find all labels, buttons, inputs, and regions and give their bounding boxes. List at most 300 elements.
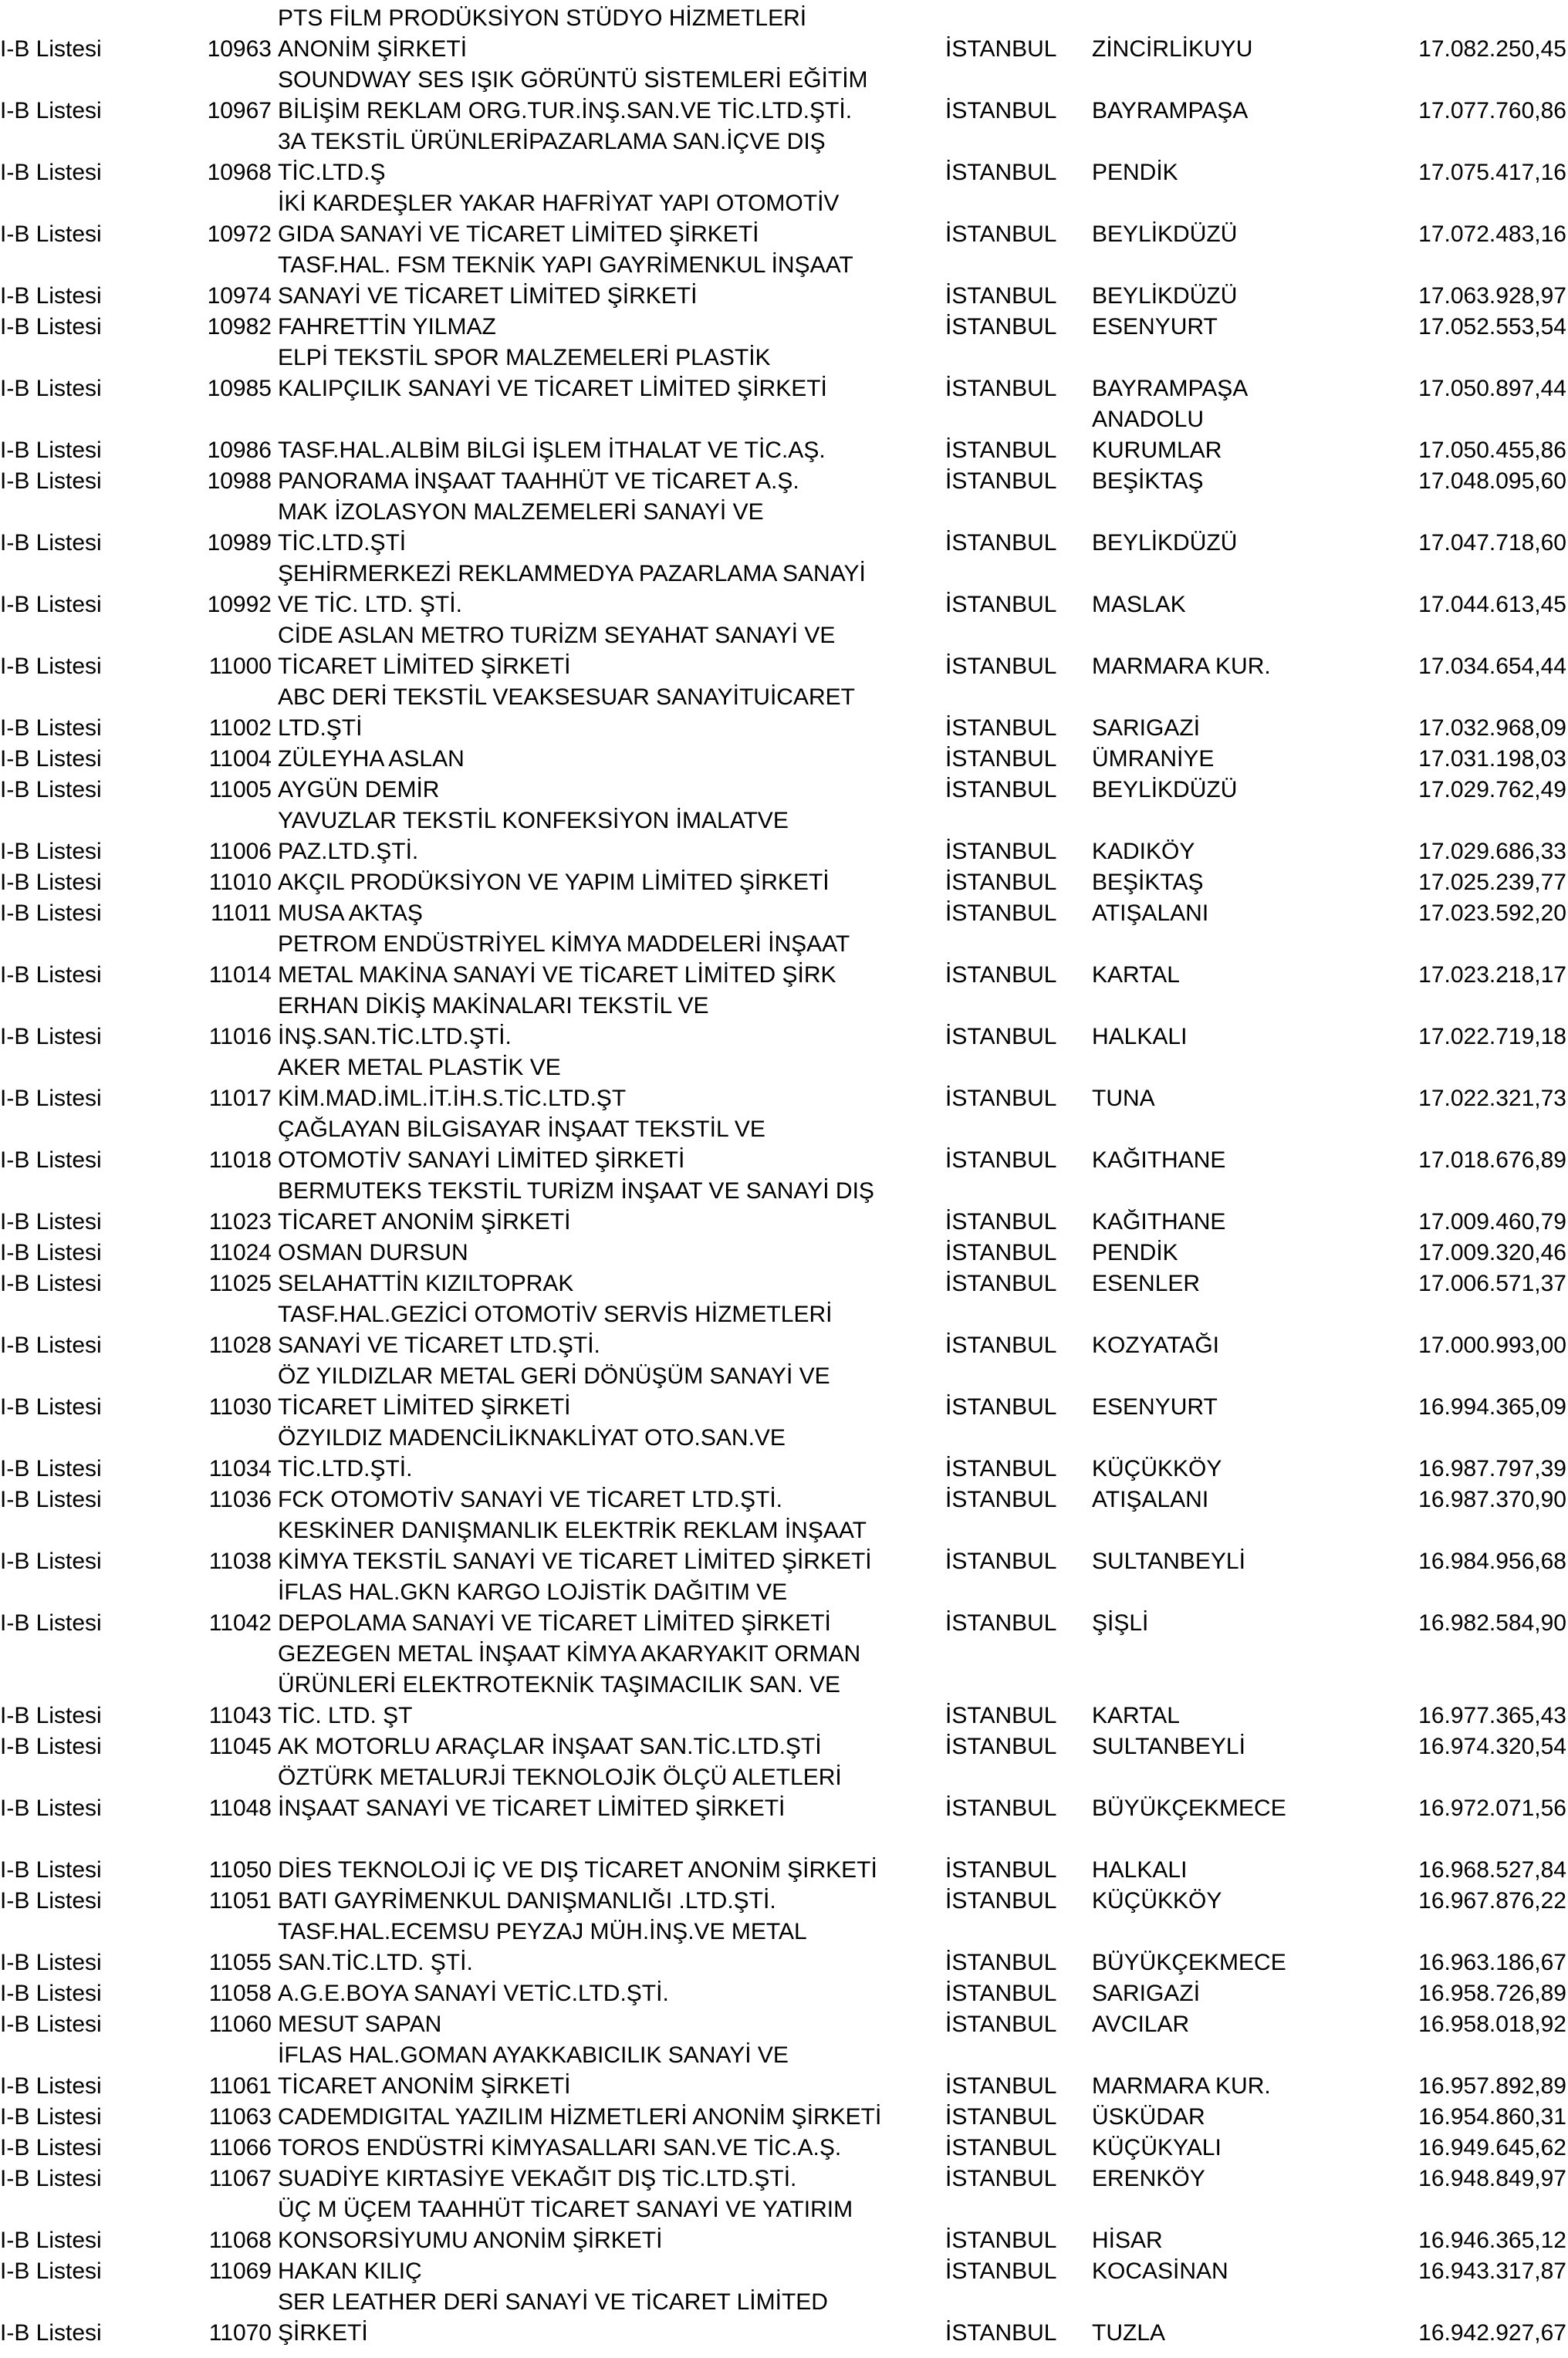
list-name-cell: I-B Listesi	[0, 468, 102, 494]
city-cell: İSTANBUL	[945, 437, 1057, 463]
company-name-cell	[278, 1176, 874, 1238]
district-line: BAYRAMPAŞA	[1092, 98, 1249, 123]
district-line: ESENLER	[1092, 1271, 1201, 1296]
city-cell: İSTANBUL	[945, 1394, 1057, 1420]
company-name-cell	[278, 744, 465, 775]
list-name-cell: I-B Listesi	[0, 1796, 102, 1821]
amount-cell: 17.052.553,54	[1418, 314, 1566, 340]
list-name-cell: I-B Listesi	[0, 1549, 102, 1574]
list-name-cell: I-B Listesi	[0, 870, 102, 895]
district-line: ATIŞALANI	[1092, 900, 1209, 926]
company-name-line: GIDA SANAYİ VE TİCARET LİMİTED ŞİRKETİ	[278, 221, 759, 247]
company-name-cell	[278, 1978, 669, 2009]
list-name-cell: I-B Listesi	[0, 1333, 102, 1358]
company-name-cell	[278, 1423, 786, 1485]
city-cell: İSTANBUL	[945, 1734, 1057, 1759]
amount-cell: 16.946.365,12	[1418, 2228, 1566, 2253]
table-row	[0, 343, 1568, 404]
list-name-cell: I-B Listesi	[0, 2228, 102, 2253]
list-name-cell: I-B Listesi	[0, 2135, 102, 2160]
company-name-cell	[278, 2009, 441, 2040]
company-name-line: ÖZTÜRK METALURJİ TEKNOLOJİK ÖLÇÜ ALETLERİ	[278, 1765, 842, 1790]
company-name-line: PAZ.LTD.ŞTİ.	[278, 839, 419, 864]
list-name-cell: I-B Listesi	[0, 283, 102, 309]
district-line: SULTANBEYLİ	[1092, 1549, 1245, 1574]
city-cell: İSTANBUL	[945, 1487, 1057, 1512]
table-row	[0, 806, 1568, 867]
row-number-cell: 11066	[208, 2135, 272, 2160]
district-cell	[1092, 312, 1218, 343]
district-line: KAĞITHANE	[1092, 1147, 1226, 1173]
amount-cell: 17.047.718,60	[1418, 530, 1566, 556]
row-number-cell: 11045	[208, 1734, 272, 1759]
district-cell	[1092, 2256, 1228, 2287]
table-row	[0, 312, 1568, 343]
district-line: MASLAK	[1092, 592, 1186, 617]
city-cell: İSTANBUL	[945, 2073, 1057, 2099]
list-name-cell: I-B Listesi	[0, 1487, 102, 1512]
district-cell	[1092, 96, 1248, 127]
company-name-line: SELAHATTİN KIZILTOPRAK	[278, 1271, 574, 1296]
row-number-cell: 10985	[207, 376, 272, 401]
city-cell: İSTANBUL	[945, 1271, 1057, 1296]
district-line: ÜMRANİYE	[1092, 746, 1215, 772]
list-name-cell: I-B Listesi	[0, 1024, 102, 1049]
amount-cell: 17.009.320,46	[1418, 1240, 1566, 1265]
company-name-cell	[278, 1762, 842, 1824]
amount-cell: 17.000.993,00	[1418, 1333, 1566, 1358]
row-number-cell: 10986	[207, 437, 272, 463]
district-cell	[1092, 281, 1237, 312]
list-name-cell: I-B Listesi	[0, 1888, 102, 1914]
company-name-line: ŞİRKETİ	[278, 2320, 368, 2346]
list-name-cell: I-B Listesi	[0, 1456, 102, 1481]
company-name-line: SOUNDWAY SES IŞIK GÖRÜNTÜ SİSTEMLERİ EĞİTİM	[278, 67, 868, 93]
district-cell	[1092, 1392, 1218, 1423]
district-line: BEYLİKDÜZÜ	[1092, 283, 1238, 309]
row-number-cell: 10974	[207, 283, 272, 309]
city-cell: İSTANBUL	[945, 98, 1057, 123]
company-name-cell	[278, 65, 868, 127]
table-row	[0, 1114, 1568, 1176]
district-line: PENDİK	[1092, 160, 1178, 185]
district-cell	[1092, 1022, 1187, 1052]
company-name-line: SER LEATHER DERİ SANAYİ VE TİCARET LİMİTED	[278, 2289, 828, 2315]
amount-cell: 17.072.483,16	[1418, 221, 1566, 247]
row-number-cell: 11006	[208, 839, 272, 864]
city-cell: İSTANBUL	[945, 2135, 1057, 2160]
list-name-cell: I-B Listesi	[0, 2073, 102, 2099]
amount-cell: 17.077.760,86	[1418, 98, 1566, 123]
row-number-cell: 11060	[208, 2012, 272, 2037]
district-line: KOCASİNAN	[1092, 2258, 1228, 2284]
city-cell: İSTANBUL	[945, 1024, 1057, 1049]
amount-cell: 16.949.645,62	[1418, 2135, 1566, 2160]
table-row	[0, 1299, 1568, 1361]
table-row	[0, 2133, 1568, 2164]
city-cell: İSTANBUL	[945, 962, 1057, 988]
row-number-cell: 11067	[208, 2166, 272, 2191]
company-name-line: LTD.ŞTİ	[278, 715, 363, 741]
company-name-cell	[278, 1577, 831, 1639]
list-name-cell: I-B Listesi	[0, 221, 102, 247]
row-number-cell: 11043	[208, 1703, 272, 1728]
district-cell	[1092, 219, 1237, 250]
row-number-cell: 11055	[208, 1950, 272, 1975]
company-name-cell	[278, 435, 826, 466]
district-cell	[1092, 2133, 1222, 2164]
amount-cell: 16.977.365,43	[1418, 1703, 1566, 1728]
company-name-line: TASF.HAL.GEZİCİ OTOMOTİV SERVİS HİZMETLERİ	[278, 1302, 833, 1327]
company-name-line: ZÜLEYHA ASLAN	[278, 746, 465, 772]
company-name-cell	[278, 312, 496, 343]
table-row	[0, 2287, 1568, 2349]
city-cell: İSTANBUL	[945, 1981, 1057, 2006]
company-name-line: YAVUZLAR TEKSTİL KONFEKSİYON İMALATVE	[278, 808, 789, 833]
company-name-line: ELPİ TEKSTİL SPOR MALZEMELERİ PLASTİK	[278, 345, 771, 370]
company-name-line: AKER METAL PLASTİK VE	[278, 1055, 561, 1080]
company-name-line: FAHRETTİN YILMAZ	[278, 314, 496, 340]
company-name-line	[278, 1824, 877, 1855]
list-name-cell: I-B Listesi	[0, 900, 102, 926]
company-name-line: TOROS ENDÜSTRİ KİMYASALLARI SAN.VE TİC.A.Ş.	[278, 2135, 842, 2160]
district-line: KADIKÖY	[1092, 839, 1195, 864]
district-line: ESENYURT	[1092, 1394, 1218, 1420]
city-cell: İSTANBUL	[945, 900, 1057, 926]
table-row	[0, 2164, 1568, 2194]
table-row	[0, 559, 1568, 620]
table-row	[0, 1762, 1568, 1824]
table-row	[0, 404, 1568, 466]
company-name-cell	[278, 682, 855, 744]
table-row	[0, 1238, 1568, 1269]
district-cell	[1092, 1608, 1148, 1639]
district-cell	[1092, 2164, 1205, 2194]
amount-cell: 16.987.370,90	[1418, 1487, 1566, 1512]
city-cell: İSTANBUL	[945, 2012, 1057, 2037]
row-number-cell: 11000	[208, 654, 272, 679]
amount-cell: 16.963.186,67	[1418, 1950, 1566, 1975]
city-cell: İSTANBUL	[945, 1549, 1057, 1574]
table-row	[0, 1577, 1568, 1639]
company-name-line: KONSORSİYUMU ANONİM ŞİRKETİ	[278, 2228, 663, 2253]
company-name-cell	[278, 2287, 828, 2349]
district-line: KÜÇÜKKÖY	[1092, 1888, 1222, 1914]
row-number-cell: 11004	[208, 746, 272, 772]
table-row	[0, 1269, 1568, 1299]
table-row	[0, 250, 1568, 312]
district-cell	[1092, 2071, 1271, 2102]
city-cell: İSTANBUL	[945, 2228, 1057, 2253]
district-cell	[1092, 1731, 1245, 1762]
company-name-line: TASF.HAL.ALBİM BİLGİ İŞLEM İTHALAT VE TİC.AŞ.	[278, 437, 826, 463]
company-name-line: İNŞAAT SANAYİ VE TİCARET LİMİTED ŞİRKETİ	[278, 1796, 786, 1821]
table-row	[0, 991, 1568, 1052]
district-cell	[1092, 1546, 1245, 1577]
amount-cell: 17.050.897,44	[1418, 376, 1566, 401]
row-number-cell: 11069	[208, 2258, 272, 2284]
amount-cell: 16.968.527,84	[1418, 1857, 1566, 1883]
company-name-line: TİCARET LİMİTED ŞİRKETİ	[278, 1394, 571, 1420]
company-name-line: ÇAĞLAYAN BİLGİSAYAR İNŞAAT TEKSTİL VE	[278, 1117, 765, 1142]
company-name-line: ÖZYILDIZ MADENCİLİKNAKLİYAT OTO.SAN.VE	[278, 1425, 786, 1451]
list-name-cell: I-B Listesi	[0, 1271, 102, 1296]
table-row	[0, 1423, 1568, 1485]
district-cell	[1092, 1207, 1225, 1238]
row-number-cell: 11002	[208, 715, 272, 741]
list-name-cell: I-B Listesi	[0, 2166, 102, 2191]
amount-cell: 17.031.198,03	[1418, 746, 1566, 772]
row-number-cell: 11005	[208, 777, 272, 802]
company-name-cell	[278, 1824, 877, 1886]
row-number-cell: 11034	[208, 1456, 272, 1481]
company-name-cell	[278, 929, 850, 991]
amount-cell: 17.009.460,79	[1418, 1209, 1566, 1235]
table-row	[0, 65, 1568, 127]
company-name-line: SUADİYE KIRTASİYE VEKAĞIT DIŞ TİC.LTD.ŞTİ.	[278, 2166, 797, 2191]
district-cell	[1092, 1948, 1286, 1978]
row-number-cell: 10967	[207, 98, 272, 123]
company-name-cell	[278, 2040, 789, 2102]
city-cell: İSTANBUL	[945, 1857, 1057, 1883]
district-line: KÜÇÜKYALI	[1092, 2135, 1222, 2160]
company-name-cell	[278, 2164, 796, 2194]
district-line: ESENYURT	[1092, 314, 1218, 340]
row-number-cell: 10963	[207, 36, 272, 62]
company-name-cell	[278, 991, 709, 1052]
list-name-cell: I-B Listesi	[0, 1240, 102, 1265]
table-row	[0, 2194, 1568, 2256]
list-name-cell: I-B Listesi	[0, 1394, 102, 1420]
amount-cell: 16.994.365,09	[1418, 1394, 1566, 1420]
city-cell: İSTANBUL	[945, 221, 1057, 247]
district-line: ZİNCİRLİKUYU	[1092, 36, 1253, 62]
company-name-line: İKİ KARDEŞLER YAKAR HAFRİYAT YAPI OTOMOTİV	[278, 191, 840, 216]
district-line: KÜÇÜKKÖY	[1092, 1456, 1222, 1481]
amount-cell: 16.957.892,89	[1418, 2073, 1566, 2099]
company-name-line: AKÇIL PRODÜKSİYON VE YAPIM LİMİTED ŞİRKETİ	[278, 870, 830, 895]
district-cell	[1092, 1701, 1180, 1731]
city-cell: İSTANBUL	[945, 870, 1057, 895]
city-cell: İSTANBUL	[945, 36, 1057, 62]
company-name-cell	[278, 3, 806, 65]
district-line: BEYLİKDÜZÜ	[1092, 530, 1238, 556]
row-number-cell: 10988	[207, 468, 272, 494]
amount-cell: 16.987.797,39	[1418, 1456, 1566, 1481]
row-number-cell: 11038	[208, 1549, 272, 1574]
district-line: BEYLİKDÜZÜ	[1092, 777, 1238, 802]
table-row	[0, 620, 1568, 682]
district-line: TUZLA	[1092, 2320, 1166, 2346]
district-cell	[1092, 1269, 1200, 1299]
district-line: HALKALI	[1092, 1024, 1188, 1049]
district-cell	[1092, 1330, 1219, 1361]
district-cell	[1092, 1793, 1286, 1824]
amount-cell: 17.006.571,37	[1418, 1271, 1566, 1296]
table-row	[0, 188, 1568, 250]
row-number-cell: 11036	[208, 1487, 272, 1512]
table-row	[0, 2102, 1568, 2133]
amount-cell: 17.022.321,73	[1418, 1086, 1566, 1111]
city-cell: İSTANBUL	[945, 1703, 1057, 1728]
company-name-cell	[278, 466, 799, 497]
district-line: KARTAL	[1092, 962, 1180, 988]
list-name-cell: I-B Listesi	[0, 1147, 102, 1173]
amount-cell: 17.075.417,16	[1418, 160, 1566, 185]
city-cell: İSTANBUL	[945, 2166, 1057, 2191]
list-name-cell: I-B Listesi	[0, 2012, 102, 2037]
company-name-line: ŞEHİRMERKEZİ REKLAMMEDYA PAZARLAMA SANAYİ	[278, 561, 866, 586]
list-name-cell: I-B Listesi	[0, 98, 102, 123]
company-name-line: İFLAS HAL.GKN KARGO LOJİSTİK DAĞITIM VE	[278, 1579, 788, 1605]
row-number-cell: 10982	[207, 314, 272, 340]
district-line: BÜYÜKÇEKMECE	[1092, 1796, 1286, 1821]
table-row	[0, 1978, 1568, 2009]
amount-cell: 16.958.018,92	[1418, 2012, 1566, 2037]
company-name-line: TİC.LTD.ŞTİ.	[278, 1456, 413, 1481]
city-cell: İSTANBUL	[945, 2320, 1057, 2346]
list-name-cell: I-B Listesi	[0, 962, 102, 988]
row-number-cell: 11028	[208, 1333, 272, 1358]
table-row	[0, 127, 1568, 188]
district-cell	[1092, 34, 1252, 65]
row-number-cell: 10968	[207, 160, 272, 185]
district-line: KARTAL	[1092, 1703, 1180, 1728]
city-cell: İSTANBUL	[945, 1086, 1057, 1111]
row-number-cell: 10989	[207, 530, 272, 556]
company-name-line: ANONİM ŞİRKETİ	[278, 36, 468, 62]
city-cell: İSTANBUL	[945, 468, 1057, 494]
row-number-cell: 11023	[208, 1209, 272, 1235]
company-name-line: BİLİŞİM REKLAM ORG.TUR.İNŞ.SAN.VE TİC.LTD.ŞTİ.	[278, 98, 853, 123]
company-name-line: SAN.TİC.LTD. ŞTİ.	[278, 1950, 473, 1975]
company-name-line: SANAYİ VE TİCARET LİMİTED ŞİRKETİ	[278, 283, 698, 309]
list-name-cell: I-B Listesi	[0, 746, 102, 772]
company-name-line: TİCARET ANONİM ŞİRKETİ	[278, 1209, 571, 1235]
district-line: TUNA	[1092, 1086, 1155, 1111]
amount-cell: 17.048.095,60	[1418, 468, 1566, 494]
amount-cell: 16.982.584,90	[1418, 1610, 1566, 1636]
company-name-cell	[278, 898, 423, 929]
district-line: SULTANBEYLİ	[1092, 1734, 1245, 1759]
district-cell	[1092, 713, 1200, 744]
amount-cell: 17.050.455,86	[1418, 437, 1566, 463]
company-name-cell	[278, 1886, 776, 1917]
district-line: KAĞITHANE	[1092, 1209, 1226, 1235]
table-row	[0, 1917, 1568, 1978]
company-name-line: AK MOTORLU ARAÇLAR İNŞAAT SAN.TİC.LTD.ŞTİ	[278, 1734, 822, 1759]
amount-cell: 17.034.654,44	[1418, 654, 1566, 679]
row-number-cell: 11025	[208, 1271, 272, 1296]
list-name-cell: I-B Listesi	[0, 2104, 102, 2130]
company-name-cell	[278, 343, 827, 404]
company-name-cell	[278, 1052, 626, 1114]
company-name-cell	[278, 620, 835, 682]
company-name-cell	[278, 1515, 872, 1577]
company-name-cell	[278, 867, 830, 898]
company-name-line: TİCARET ANONİM ŞİRKETİ	[278, 2073, 571, 2099]
district-line: BEŞİKTAŞ	[1092, 870, 1204, 895]
district-line: BÜYÜKÇEKMECE	[1092, 1950, 1286, 1975]
district-line: BAYRAMPAŞA	[1092, 376, 1249, 401]
list-name-cell: I-B Listesi	[0, 2320, 102, 2346]
district-line: ÜSKÜDAR	[1092, 2104, 1205, 2130]
district-cell	[1092, 1238, 1178, 1269]
city-cell: İSTANBUL	[945, 2104, 1057, 2130]
company-name-cell	[278, 1731, 822, 1762]
list-name-cell: I-B Listesi	[0, 1857, 102, 1883]
city-cell: İSTANBUL	[945, 2258, 1057, 2284]
district-cell	[1092, 2225, 1163, 2256]
city-cell: İSTANBUL	[945, 746, 1057, 772]
city-cell: İSTANBUL	[945, 283, 1057, 309]
list-name-cell: I-B Listesi	[0, 1981, 102, 2006]
company-name-line: TASF.HAL.ECEMSU PEYZAJ MÜH.İNŞ.VE METAL	[278, 1919, 807, 1944]
amount-cell: 16.958.726,89	[1418, 1981, 1566, 2006]
district-line: HALKALI	[1092, 1857, 1188, 1883]
company-name-cell	[278, 250, 853, 312]
document-table	[0, 3, 1568, 2349]
city-cell: İSTANBUL	[945, 314, 1057, 340]
company-name-cell	[278, 1238, 468, 1269]
row-number-cell: 11070	[208, 2320, 272, 2346]
table-row	[0, 1052, 1568, 1114]
district-line: BEYLİKDÜZÜ	[1092, 221, 1238, 247]
row-number-cell: 11017	[208, 1086, 272, 1111]
company-name-line: ÜRÜNLERİ ELEKTROTEKNİK TAŞIMACILIK SAN. VE	[278, 1672, 841, 1698]
table-row	[0, 1515, 1568, 1577]
row-number-cell: 11024	[208, 1240, 272, 1265]
table-row	[0, 1361, 1568, 1423]
district-line: AVCILAR	[1092, 2012, 1190, 2037]
city-cell: İSTANBUL	[945, 1610, 1057, 1636]
row-number-cell: 11048	[208, 1796, 272, 1821]
city-cell: İSTANBUL	[945, 1456, 1057, 1481]
company-name-line: A.G.E.BOYA SANAYİ VETİC.LTD.ŞTİ.	[278, 1981, 669, 2006]
district-line: ATIŞALANI	[1092, 1487, 1209, 1512]
district-cell	[1092, 1454, 1222, 1485]
district-cell	[1092, 2009, 1189, 2040]
company-name-line: PANORAMA İNŞAAT TAAHHÜT VE TİCARET A.Ş.	[278, 468, 799, 494]
district-cell	[1092, 1886, 1222, 1917]
district-cell	[1092, 1485, 1208, 1515]
list-name-cell: I-B Listesi	[0, 1086, 102, 1111]
company-name-cell	[278, 1114, 765, 1176]
table-row	[0, 466, 1568, 497]
district-cell	[1092, 157, 1178, 188]
table-row	[0, 1886, 1568, 1917]
row-number-cell: 11050	[208, 1857, 272, 1883]
district-cell	[1092, 1978, 1200, 2009]
company-name-cell	[278, 1299, 832, 1361]
district-cell	[1092, 2102, 1205, 2133]
list-name-cell: I-B Listesi	[0, 314, 102, 340]
amount-cell: 16.984.956,68	[1418, 1549, 1566, 1574]
list-name-cell: I-B Listesi	[0, 2258, 102, 2284]
company-name-cell	[278, 1269, 573, 1299]
company-name-cell	[278, 1485, 782, 1515]
list-name-cell: I-B Listesi	[0, 1950, 102, 1975]
amount-cell: 17.032.968,09	[1418, 715, 1566, 741]
company-name-line: BERMUTEKS TEKSTİL TURİZM İNŞAAT VE SANAYİ DIŞ	[278, 1178, 874, 1204]
list-name-cell: I-B Listesi	[0, 376, 102, 401]
company-name-cell	[278, 497, 764, 559]
company-name-line: KİMYA TEKSTİL SANAYİ VE TİCARET LİMİTED ŞİRKETİ	[278, 1549, 872, 1574]
city-cell: İSTANBUL	[945, 715, 1057, 741]
row-number-cell: 10992	[207, 592, 272, 617]
company-name-line: METAL MAKİNA SANAYİ VE TİCARET LİMİTED ŞİRK	[278, 962, 836, 988]
district-line: ERENKÖY	[1092, 2166, 1205, 2191]
